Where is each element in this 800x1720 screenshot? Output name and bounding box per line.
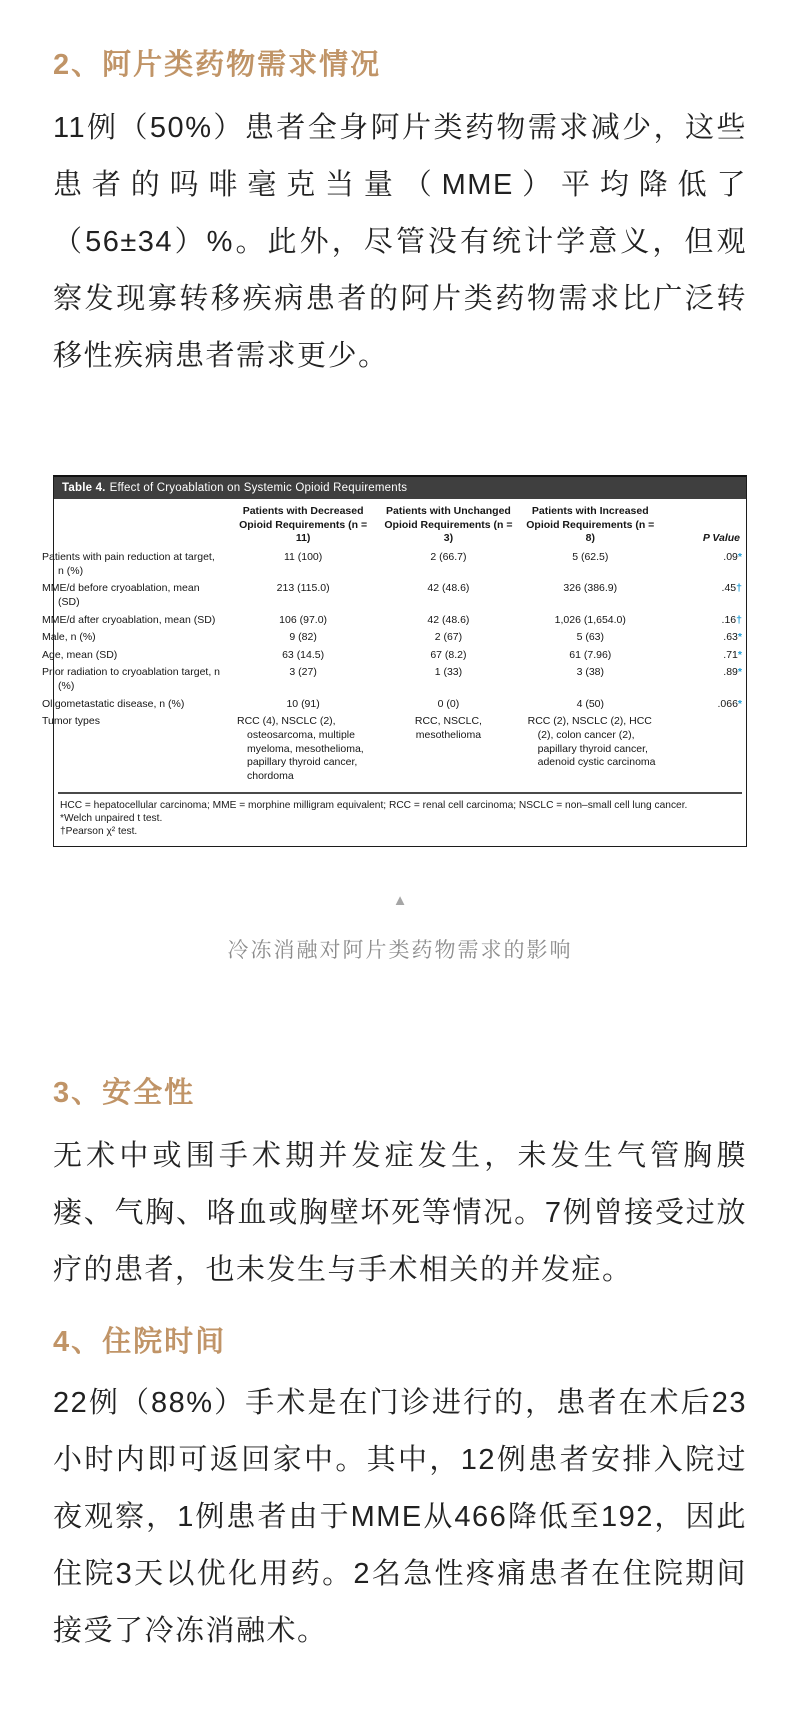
table-footnotes [58, 792, 742, 846]
table-cell: 213 (115.0) [276, 582, 330, 595]
section-heading-3: 3、安全性 [53, 1076, 196, 1109]
table-body [42, 549, 746, 786]
section-paragraph-4: 22例（88%）手术是在门诊进行的，患者在术后23小时内即可返回家中。其中，12例患者安排入院过夜观察，1例患者由于MME从466降低至192，因此住院3天以优化用药。2名急性疼痛患者在住院期间接受了冷冻消融术。 [53, 1387, 747, 1648]
p-value-cell [663, 713, 746, 785]
row-label: Age, mean (SD) [42, 648, 118, 661]
table-row [54, 713, 746, 785]
row-label: Patients with pain reduction at target, n (%) [42, 550, 215, 577]
table-row [54, 664, 746, 695]
table-row [54, 696, 746, 714]
table-cell: 10 (91) [286, 697, 320, 710]
table-row [54, 647, 746, 665]
p-value-cell: .16† [721, 613, 742, 626]
table-cell: 326 (386.9) [563, 582, 618, 595]
row-label: Oligometastatic disease, n (%) [42, 697, 185, 710]
table-row [54, 580, 746, 611]
p-value-marker: † [736, 582, 742, 595]
table-row [54, 612, 746, 630]
column-header: Patients with Unchanged Opioid Requirements (n = 3) [384, 505, 513, 545]
p-value-marker: * [737, 697, 742, 710]
section-heading-2: 2、阿片类药物需求情况 [53, 49, 382, 81]
table-row [54, 549, 746, 580]
table-cell: 1,026 (1,654.0) [554, 613, 626, 626]
section-paragraph-3: 无术中或围手术期并发症发生，未发生气管胸膜瘘、气胸、咯血或胸壁坏死等情况。7例曾接受过放疗的患者，也未发生与手术相关的并发症。 [53, 1139, 747, 1286]
row-label: MME/d after cryoablation, mean (SD) [42, 613, 216, 626]
table-cell: 42 (48.6) [427, 613, 470, 626]
table-cell: 106 (97.0) [279, 613, 328, 626]
table-cell: 67 (8.2) [430, 648, 467, 661]
p-value-marker: * [737, 631, 742, 644]
collapse-triangle-icon: ▲ [392, 891, 408, 909]
p-value-marker: † [736, 613, 742, 626]
table-cell: RCC (4), NSCLC (2), osteosarcoma, multiple myeloma, mesothelioma, papillary thyroid cancer, chordoma [237, 715, 364, 782]
table-cell: 3 (27) [289, 666, 317, 679]
column-header: Patients with Increased Opioid Requirements (n = 8) [526, 505, 655, 545]
section-hospital-stay [53, 1321, 747, 1660]
table-footnote: †Pearson χ² test. [60, 826, 138, 838]
table-cell: 2 (66.7) [430, 550, 467, 563]
table-cell: RCC, NSCLC, mesothelioma [414, 715, 482, 742]
section-opioid-requirements [53, 44, 747, 385]
p-value-cell: .71* [723, 648, 742, 661]
figure-caption: 冷冻消融对阿片类药物需求的影响 [227, 938, 573, 962]
table-cell: 1 (33) [434, 666, 463, 679]
table-title-text: Effect of Cryoablation on Systemic Opioid Requirements [109, 482, 408, 495]
section-paragraph-2: 11例（50%）患者全身阿片类药物需求减少，这些患者的吗啡毫克当量（MME）平均降低了（56±34）%。此外，尽管没有统计学意义，但观察发现寡转移疾病患者的阿片类药物需求比广泛转移性疾病患者需求更少。 [53, 112, 747, 373]
table-title-bar [54, 477, 746, 499]
table-footnote: HCC = hepatocellular carcinoma; MME = morphine milligram equivalent; RCC = renal cell carcinoma; NSCLC = non–small cell lung cancer. [60, 799, 688, 811]
p-value-cell: .066* [717, 697, 742, 710]
table-row [54, 629, 746, 647]
p-value-marker: * [737, 648, 742, 661]
table-figure [42, 475, 747, 964]
row-label: Male, n (%) [42, 631, 96, 644]
table-cell: 0 (0) [437, 697, 460, 710]
table-cell: 63 (14.5) [282, 648, 325, 661]
table-header-row [54, 501, 746, 549]
table-cell: 2 (67) [434, 631, 463, 644]
row-label: MME/d before cryoablation, mean (SD) [42, 582, 200, 608]
table-cell: 4 (50) [576, 697, 604, 710]
row-label: Prior radiation to cryoablation target, n (%) [42, 666, 221, 693]
table-number-label: Table 4. [62, 482, 106, 495]
p-value-marker: * [737, 550, 742, 563]
column-header: P Value [702, 532, 740, 545]
p-value-cell: .45† [721, 582, 742, 595]
p-value-cell: .09* [723, 550, 742, 563]
row-label: Tumor types [42, 715, 100, 728]
table4 [42, 501, 746, 786]
table-cell: 5 (63) [576, 631, 604, 644]
table-cell: 9 (82) [289, 631, 317, 644]
table-cell: 3 (38) [576, 666, 604, 679]
table-cell: 61 (7.96) [569, 648, 612, 661]
table-cell: RCC (2), NSCLC (2), HCC (2), colon cancer (2), papillary thyroid cancer, adenoid cystic carcinoma [527, 715, 656, 769]
section-safety [53, 1072, 747, 1299]
p-value-marker: * [737, 666, 742, 679]
table-footnote: *Welch unpaired t test. [60, 813, 163, 825]
table4-image[interactable] [42, 475, 747, 847]
table-cell: 5 (62.5) [572, 550, 609, 563]
table-cell: 42 (48.6) [427, 582, 470, 595]
column-header-empty [54, 501, 227, 549]
section-heading-4: 4、住院时间 [53, 1325, 227, 1358]
column-header: Patients with Decreased Opioid Requirements (n = 11) [239, 505, 368, 545]
table-cell: 11 (100) [283, 550, 323, 563]
p-value-cell: .89* [723, 666, 742, 679]
p-value-cell: .63* [723, 631, 742, 644]
